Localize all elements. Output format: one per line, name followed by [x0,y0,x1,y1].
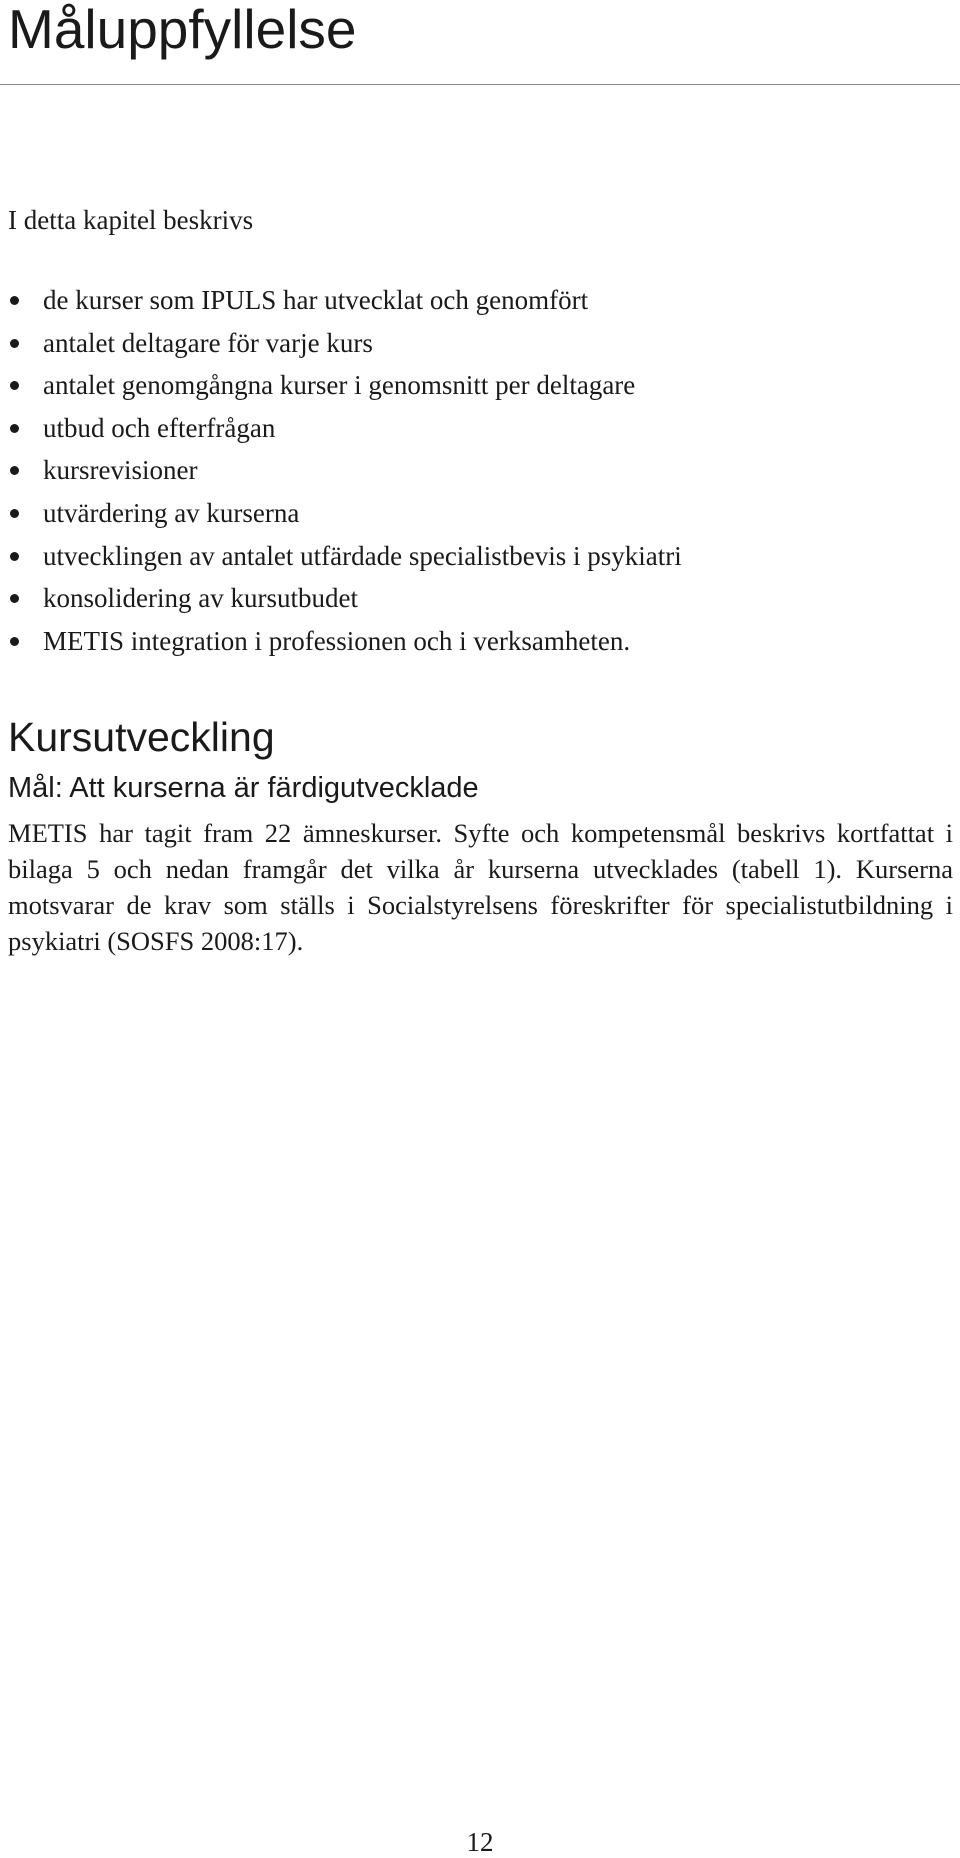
list-item [0,620,682,663]
bullet-icon [10,424,19,433]
list-item-text: konsolidering av kursutbudet [43,583,358,614]
list-item-text: utvärdering av kurserna [43,497,300,528]
bullet-icon [10,552,19,561]
list-item-text: METIS integration i professionen och i verksamheten. [43,625,631,656]
list-item-text: kursrevisioner [43,455,198,486]
bullet-icon [10,381,19,390]
list-item [0,577,682,620]
list-item [0,407,682,450]
bullet-icon [10,466,19,475]
list-item [0,535,682,578]
section-heading: Kursutveckling [8,714,275,760]
list-item [0,449,682,492]
list-item-text: de kurser som IPULS har utvecklat och genomfört [43,285,589,315]
list-item-text: utbud och efterfrågan [43,412,276,443]
list-item [0,279,682,322]
bullet-icon [10,339,19,348]
list-item-text: utvecklingen av antalet utfärdade specialistbevis i psykiatri [43,540,682,571]
list-item [0,322,682,365]
bullet-icon [10,509,19,518]
list-item [0,364,682,407]
title-divider [0,84,960,85]
chapter-topics-list [0,279,682,662]
page-number: 12 [466,1827,494,1857]
bullet-icon [10,637,19,646]
section-paragraph: METIS har tagit fram 22 ämneskurser. Syfte och kompetensmål beskrivs kortfattat i bilaga 5 och nedan framgår det vilka år kurserna utvecklades (tabell 1). Kurserna motsvarar de krav som ställs i Socialstyrelsens föreskrifter för specialistutbildning i psykiatri (SOSFS 2008:17). [8,818,953,956]
section-subheading: Mål: Att kurserna är färdigutvecklade [8,772,479,804]
bullet-icon [10,296,19,305]
list-item-text: antalet deltagare för varje kurs [43,327,373,358]
page-title: Måluppfyllelse [8,0,357,60]
list-item-text: antalet genomgångna kurser i genomsnitt per deltagare [43,370,636,401]
intro-text: I detta kapitel beskrivs [8,205,254,235]
bullet-icon [10,594,19,603]
list-item [0,492,682,535]
